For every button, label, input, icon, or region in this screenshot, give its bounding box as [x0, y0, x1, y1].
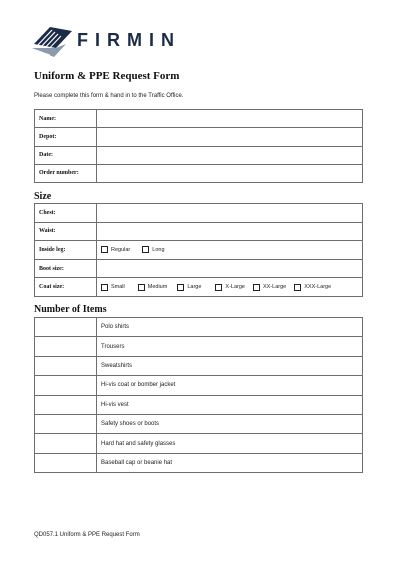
name-field[interactable]	[97, 110, 363, 128]
items-row	[35, 356, 363, 375]
coat-size-large-option[interactable]: Large	[177, 284, 201, 291]
coat-size-xxlarge-option[interactable]: XX-Large	[253, 284, 286, 291]
items-row	[35, 414, 363, 433]
item-label: Trousers	[97, 337, 363, 356]
size-table	[34, 203, 363, 297]
details-row-name	[35, 110, 363, 128]
item-label: Hi-vis vest	[97, 395, 363, 414]
date-field[interactable]	[97, 146, 363, 164]
trousers-quantity-field[interactable]	[35, 337, 97, 356]
firmin-wing-icon	[32, 24, 74, 58]
depot-label: Depot:	[35, 128, 97, 146]
items-table	[34, 317, 363, 473]
checkbox-icon[interactable]	[142, 246, 149, 253]
items-section-title: Number of Items	[34, 304, 107, 315]
items-row	[35, 376, 363, 395]
details-row-depot	[35, 128, 363, 146]
checkbox-icon[interactable]	[253, 284, 260, 291]
baseball-cap-quantity-field[interactable]	[35, 453, 97, 472]
polo-shirts-quantity-field[interactable]	[35, 318, 97, 337]
items-row	[35, 434, 363, 453]
inside-leg-regular-option[interactable]: Regular	[101, 246, 130, 253]
details-table	[34, 109, 363, 183]
details-row-date	[35, 146, 363, 164]
coat-size-small-option[interactable]: Small	[101, 284, 125, 291]
items-row	[35, 318, 363, 337]
checkbox-icon[interactable]	[215, 284, 222, 291]
coat-size-label: Coat size:	[35, 278, 97, 297]
hard-hat-quantity-field[interactable]	[35, 434, 97, 453]
checkbox-icon[interactable]	[138, 284, 145, 291]
item-label: Baseball cap or beanie hat	[97, 453, 363, 472]
inside-leg-label: Inside leg:	[35, 241, 97, 260]
form-intro: Please complete this form & hand in to the Traffic Office.	[34, 93, 184, 99]
size-row-inside-leg	[35, 241, 363, 260]
inside-leg-long-option[interactable]: Long	[142, 246, 164, 253]
safety-shoes-quantity-field[interactable]	[35, 414, 97, 433]
items-row	[35, 337, 363, 356]
item-label: Polo shirts	[97, 318, 363, 337]
name-label: Name:	[35, 110, 97, 128]
chest-label: Chest:	[35, 204, 97, 223]
checkbox-icon[interactable]	[177, 284, 184, 291]
coat-size-xxxlarge-option[interactable]: XXX-Large	[294, 284, 331, 291]
form-title: Uniform & PPE Request Form	[34, 70, 180, 82]
boot-size-label: Boot size:	[35, 259, 97, 278]
details-row-order-number	[35, 164, 363, 182]
chest-field[interactable]	[97, 204, 363, 223]
waist-field[interactable]	[97, 222, 363, 241]
checkbox-icon[interactable]	[294, 284, 301, 291]
items-row	[35, 453, 363, 472]
item-label: Hard hat and safety glasses	[97, 434, 363, 453]
date-label: Date:	[35, 146, 97, 164]
hivis-vest-quantity-field[interactable]	[35, 395, 97, 414]
checkbox-icon[interactable]	[101, 246, 108, 253]
hivis-coat-quantity-field[interactable]	[35, 376, 97, 395]
coat-size-medium-option[interactable]: Medium	[138, 284, 168, 291]
footer-text: QD057.1 Uniform & PPE Request Form	[34, 532, 140, 538]
item-label: Safety shoes or boots	[97, 414, 363, 433]
brand-name: FIRMIN	[77, 30, 181, 50]
item-label: Sweatshirts	[97, 356, 363, 375]
firmin-logo	[32, 24, 192, 60]
boot-size-field[interactable]	[97, 259, 363, 278]
sweatshirts-quantity-field[interactable]	[35, 356, 97, 375]
size-row-chest	[35, 204, 363, 223]
order-number-label: Order number:	[35, 164, 97, 182]
size-row-coat-size	[35, 278, 363, 297]
size-row-boot-size	[35, 259, 363, 278]
order-number-field[interactable]	[97, 164, 363, 182]
waist-label: Waist:	[35, 222, 97, 241]
size-section-title: Size	[34, 191, 52, 202]
checkbox-icon[interactable]	[101, 284, 108, 291]
size-row-waist	[35, 222, 363, 241]
item-label: Hi-vis coat or bomber jacket	[97, 376, 363, 395]
depot-field[interactable]	[97, 128, 363, 146]
items-row	[35, 395, 363, 414]
coat-size-xlarge-option[interactable]: X-Large	[215, 284, 245, 291]
